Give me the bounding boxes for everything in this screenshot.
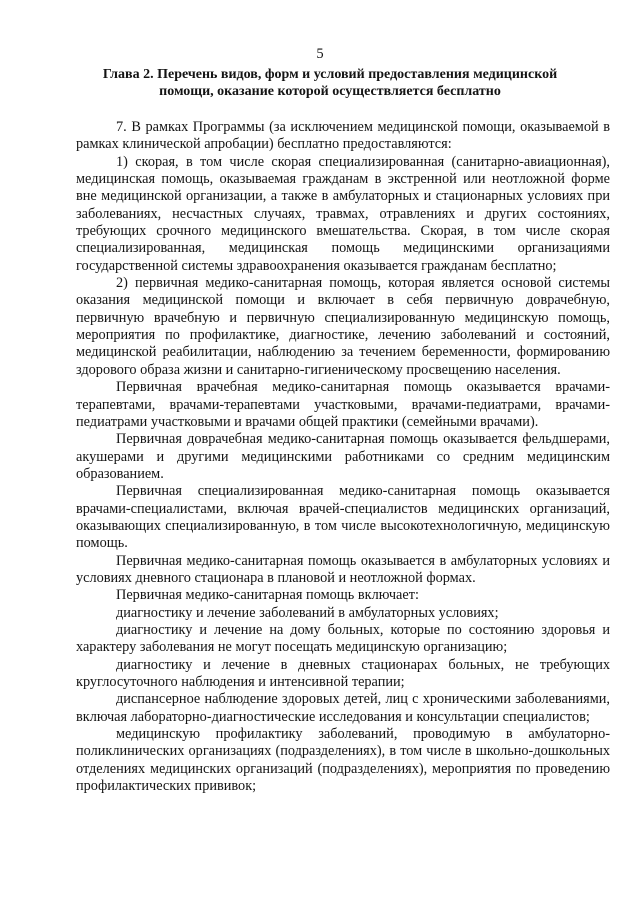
paragraph-care-conditions: Первичная медико-санитарная помощь оказывается в амбулаторных условиях и условиях дневного стационара в плановой и неотложной формах. — [76, 552, 610, 586]
list-item-dispensary-observation: диспансерное наблюдение здоровых детей, лиц с хроническими заболеваниями, включая лабораторно-диагностические исследования и консультации специалистов; — [76, 691, 610, 725]
paragraph-primary-specialized-care: Первичная специализированная медико-санитарная помощь оказывается врачами-специалистами, включая врачей-специалистов медицинских организаций, оказывающих специализированную, в том числе высокотехнологичную, медицинскую помощь. — [76, 483, 610, 552]
list-item-home-treatment: диагностику и лечение на дому больных, которые по состоянию здоровья и характеру заболевания не могут посещать медицинскую организацию; — [76, 621, 610, 656]
chapter-title: Глава 2. Перечень видов, форм и условий предоставления медицинской помощи, оказание которой осуществляется бесплатно — [102, 67, 558, 99]
list-item-day-hospital: диагностику и лечение в дневных стационарах больных, не требующих круглосуточного наблюдения и интенсивной терапии; — [76, 656, 610, 690]
paragraph-emergency-care: 1) скорая, в том числе скорая специализированная (санитарно-авиационная), медицинская помощь, оказываемая гражданам в экстренной или неотложной форме вне медицинской организации, а также в амбулаторных и стационарных условиях при заболеваниях, несчастных случаях, травмах, отравлениях и других состояниях, требующих срочного медицинского вмешательства. Скорая, в том числе скорая специализированная, медицинская помощь медицинскими организациями государственной системы здравоохранения оказывается гражданам бесплатно; — [76, 153, 610, 274]
paragraph-primary-physician-care: Первичная врачебная медико-санитарная помощь оказывается врачами-терапевтами, врачами-терапевтами участковыми, врачами-педиатрами, врачами-педиатрами участковыми и врачами общей практики (семейными врачами). — [76, 379, 610, 430]
paragraph-item-7: 7. В рамках Программы (за исключением медицинской помощи, оказываемой в рамках клинической апробации) бесплатно предоставляются: — [76, 119, 610, 153]
paragraph-primary-prephysician-care: Первичная доврачебная медико-санитарная помощь оказывается фельдшерами, акушерами и другими медицинскими работниками со средним медицинским образованием. — [76, 431, 610, 482]
page-number: 5 — [316, 46, 324, 62]
list-item-disease-prevention: медицинскую профилактику заболеваний, проводимую в амбулаторно-поликлинических организациях (подразделениях), в том числе в школьно-дошкольных отделениях медицинских организаций (подразделениях), мероприятия по проведению профилактических прививок; — [76, 726, 610, 795]
list-item-outpatient-diagnostics: диагностику и лечение заболеваний в амбулаторных условиях; — [116, 604, 499, 621]
paragraph-includes-intro: Первичная медико-санитарная помощь включает: — [116, 587, 419, 604]
body-text — [76, 119, 610, 795]
paragraph-primary-care: 2) первичная медико-санитарная помощь, которая является основой системы оказания медицинской помощи и включает в себя первичную доврачебную, первичную врачебную и первичную специализированную медицинскую помощь, мероприятия по профилактике, диагностике, лечению заболеваний и состояний, медицинской реабилитации, наблюдению за течением беременности, формированию здорового образа жизни и санитарно-гигиеническому просвещению населения. — [76, 275, 610, 378]
